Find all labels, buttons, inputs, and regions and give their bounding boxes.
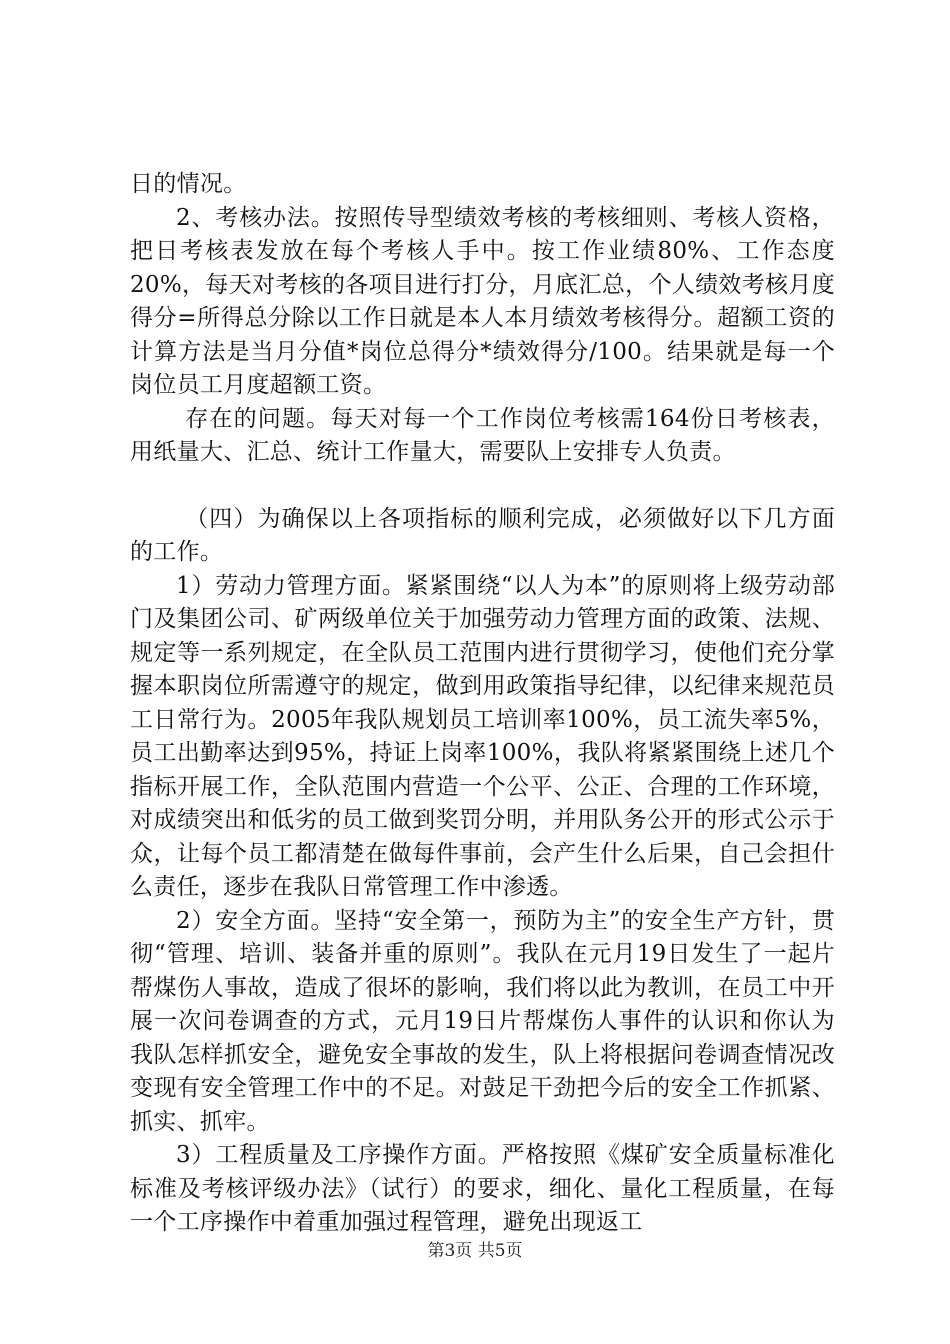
paragraph-assessment-method: 2、考核办法。按照传导型绩效考核的考核细则、考核人资格，把日考核表发放在每个考核人手中。按工作业绩80%、工作态度20%，每天对考核的各项目进行打分，月底汇总，个人绩效考核月度得分=所得总分除以工作日就是本人本月绩效考核得分。超额工资的计算方法是当月分值*岗位总得分*绩效得分/100。结果就是每一个岗位员工月度超额工资。 [130, 204, 835, 398]
paragraph-engineering-quality: 3）工程质量及工序操作方面。严格按照《煤矿安全质量标准化标准及考核评级办法》（试行）的要求，细化、量化工程质量，在每一个工序操作中着重加强过程管理，避免出现返工 [130, 1142, 835, 1235]
paragraph-existing-problems: 存在的问题。每天对每一个工作岗位考核需164份日考核表，用纸量大、汇总、统计工作量大，需要队上安排专人负责。 [130, 405, 835, 465]
paragraph-continuation: 日的情况。 [130, 171, 247, 197]
page-number-footer: 第3页 共5页 [427, 1241, 523, 1261]
paragraph-safety: 2）安全方面。坚持“安全第一，预防为主”的安全生产方针，贯彻“管理、培训、装备并重的原则”。我队在元月19日发生了一起片帮煤伤人事故，造成了很坏的影响，我们将以此为教训，在员工中开展一次问卷调查的方式，元月19日片帮煤伤人事件的认识和你认为我队怎样抓安全，避免安全事故的发生，队上将根据问卷调查情况改变现有安全管理工作中的不足。对鼓足干劲把今后的安全工作抓紧、抓实、抓牢。 [130, 907, 835, 1135]
paragraph-labor-management: 1）劳动力管理方面。紧紧围绕“以人为本”的原则将上级劳动部门及集团公司、矿两级单位关于加强劳动力管理方面的政策、法规、规定等一系列规定，在全队员工范围内进行贯彻学习，使他们充分掌握本职岗位所需遵守的规定，做到用政策指导纪律，以纪律来规范员工日常行为。2005年我队规划员工培训率100%，员工流失率5%，员工出勤率达到95%，持证上岗率100%，我队将紧紧围绕上述几个指标开展工作，全队范围内营造一个公平、公正、合理的工作环境，对成绩突出和低劣的员工做到奖罚分明，并用队务公开的形式公示于众，让每个员工都清楚在做每件事前，会产生什么后果，自己会担什么责任，逐步在我队日常管理工作中渗透。 [130, 572, 835, 900]
paragraph-section-four-heading: （四）为确保以上各项指标的顺利完成，必须做好以下几方面的工作。 [130, 505, 835, 565]
document-body [130, 168, 835, 1240]
